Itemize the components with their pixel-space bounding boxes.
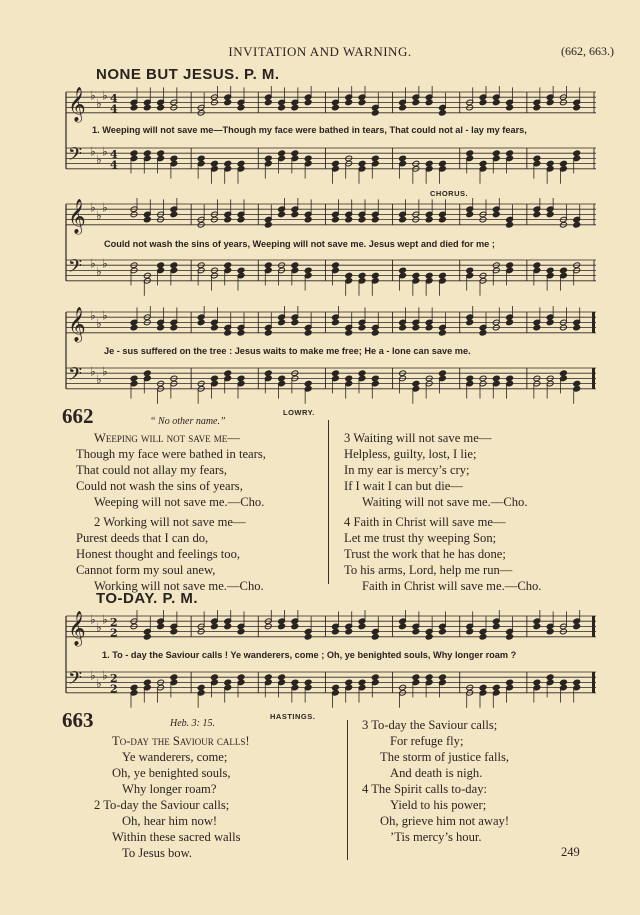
flat-icon: ♭ xyxy=(90,668,96,683)
hymn-number-range: (662, 663.) xyxy=(561,44,614,58)
page-number: 249 xyxy=(561,845,580,859)
note-head xyxy=(157,104,165,111)
tune-name-hastings: HASTINGS. xyxy=(270,712,316,721)
note-head xyxy=(224,330,232,337)
note-head xyxy=(345,330,353,337)
hymn-662-verses-left xyxy=(76,430,266,594)
note-head xyxy=(345,99,353,106)
note-head xyxy=(278,211,286,218)
flat-icon: ♭ xyxy=(96,264,102,279)
note-head xyxy=(170,324,178,331)
note-head xyxy=(492,99,500,106)
time-signature-bottom: 2 xyxy=(110,682,118,696)
note-head xyxy=(492,623,500,630)
note-head xyxy=(291,104,299,111)
note-head xyxy=(304,330,312,337)
time-signature-top: 4 xyxy=(110,147,118,161)
verse-line: Cannot form my soul anew, xyxy=(76,563,216,577)
tune-name-lowry: LOWRY. xyxy=(283,408,315,417)
note-head xyxy=(130,324,138,331)
note-head xyxy=(425,324,433,331)
note-head xyxy=(224,623,232,630)
verse-line: In my ear is mercy’s cry; xyxy=(344,463,470,477)
hymn-662-verses-right xyxy=(344,430,541,594)
note-head xyxy=(237,104,245,111)
note-head xyxy=(546,99,554,106)
note-head xyxy=(345,628,353,635)
verse-line: Waiting will not save me.—Cho. xyxy=(362,495,528,509)
flat-icon: ♭ xyxy=(90,612,96,627)
verse-line: 3 To-day the Saviour calls; xyxy=(362,718,498,732)
verse-line: Oh, grieve him not away! xyxy=(380,814,510,828)
note-head xyxy=(278,319,286,326)
flat-icon: ♭ xyxy=(90,364,96,379)
hymn-663-system-1 xyxy=(58,610,598,710)
verse-line: And death is nigh. xyxy=(390,766,483,780)
note-head xyxy=(399,216,407,223)
verse-line: 2 Working will not save me— xyxy=(94,515,246,529)
note-head xyxy=(237,216,245,223)
note-head xyxy=(332,319,340,326)
flat-icon: ♭ xyxy=(96,152,102,167)
treble-staff xyxy=(66,611,596,647)
verse-line: For refuge fly; xyxy=(390,734,464,748)
note-head xyxy=(506,634,514,641)
treble-clef-icon: 𝄞 xyxy=(68,610,86,646)
final-bar-line xyxy=(592,368,595,389)
treble-clef-icon: 𝄞 xyxy=(68,198,86,234)
note-head xyxy=(371,216,379,223)
note-head xyxy=(506,319,514,326)
time-signature-top: 4 xyxy=(110,91,118,105)
hymn-663-verses-right xyxy=(362,717,509,845)
note-head xyxy=(425,216,433,223)
note-head xyxy=(143,104,151,111)
hymn-662-system-1 xyxy=(58,86,598,186)
flat-icon: ♭ xyxy=(102,612,108,627)
flat-icon: ♭ xyxy=(96,96,102,111)
note-head xyxy=(358,99,366,106)
note-head xyxy=(439,628,447,635)
verse-line: Though my face were bathed in tears, xyxy=(76,447,266,461)
flat-icon: ♭ xyxy=(102,308,108,323)
note-head xyxy=(439,110,447,117)
verse-line: Yield to his power; xyxy=(390,798,487,812)
verse-line: Honest thought and feelings too, xyxy=(76,547,241,561)
note-head xyxy=(224,99,232,106)
verse-line: To Jesus bow. xyxy=(122,846,193,860)
bass-clef-icon: 𝄢 xyxy=(68,364,83,390)
note-head xyxy=(358,623,366,630)
verse-line: Trust the work that he has done; xyxy=(344,547,506,561)
note-head xyxy=(479,99,487,106)
note-head xyxy=(170,628,178,635)
note-head xyxy=(332,628,340,635)
note-head xyxy=(291,211,299,218)
note-head xyxy=(573,623,581,630)
note-head xyxy=(278,104,286,111)
bass-clef-icon: 𝄢 xyxy=(68,668,83,694)
note-head xyxy=(506,222,514,229)
flat-icon: ♭ xyxy=(90,308,96,323)
note-head xyxy=(399,104,407,111)
note-head xyxy=(291,623,299,630)
note-head xyxy=(425,99,433,106)
verse-line: Could not wash the sins of years, xyxy=(76,479,243,493)
verse-line: If I wait I can but die— xyxy=(344,479,463,493)
note-head xyxy=(371,110,379,117)
verse-line: Why longer roam? xyxy=(122,782,217,796)
treble-clef-icon: 𝄞 xyxy=(68,86,86,122)
note-head xyxy=(439,216,447,223)
note-head xyxy=(466,211,474,218)
note-head xyxy=(358,216,366,223)
verse-line: 4 The Spirit calls to-day: xyxy=(362,782,487,796)
note-head xyxy=(264,330,272,337)
verse-line: Weeping will not save me— xyxy=(94,431,240,445)
flat-icon: ♭ xyxy=(102,200,108,215)
verse-line: Ye wanderers, come; xyxy=(122,750,228,764)
hymn-662-note: “ No other name.” xyxy=(150,416,226,427)
verse-line: Weeping will not save me.—Cho. xyxy=(94,495,265,509)
note-head xyxy=(533,623,541,630)
note-head xyxy=(425,634,433,641)
note-head xyxy=(211,623,219,630)
verse-line: Faith in Christ will save me.—Cho. xyxy=(362,579,542,593)
verse-line: That could not allay my fears, xyxy=(76,463,228,477)
flat-icon: ♭ xyxy=(102,668,108,683)
hymn-662-system-3 xyxy=(58,306,598,410)
bass-clef-icon: 𝄢 xyxy=(68,256,83,282)
final-bar-line xyxy=(592,312,595,333)
hymn-663-lyric-line-1: 1. To - day the Saviour calls ! Ye wanderers, come ; Oh, ye benighted souls, Why longer roam ? xyxy=(102,650,517,660)
note-head xyxy=(533,324,541,331)
note-head xyxy=(278,623,286,630)
note-head xyxy=(157,623,165,630)
note-head xyxy=(264,222,272,229)
note-head xyxy=(479,634,487,641)
note-head xyxy=(412,628,420,635)
note-head xyxy=(345,216,353,223)
note-head xyxy=(546,319,554,326)
note-head xyxy=(170,211,178,218)
note-head xyxy=(291,319,299,326)
note-head xyxy=(237,330,245,337)
hymn-662-lyric-line-3: Je - sus suffered on the tree : Jesus waits to make me free; He a - lone can save me. xyxy=(104,346,471,356)
column-divider xyxy=(328,420,329,584)
hymn-663-number: 663 xyxy=(62,708,94,732)
time-signature-bottom: 4 xyxy=(110,102,118,116)
note-head xyxy=(157,324,165,331)
verse-line: Working will not save me.—Cho. xyxy=(94,579,264,593)
note-head xyxy=(332,216,340,223)
flat-icon: ♭ xyxy=(96,208,102,223)
flat-icon: ♭ xyxy=(102,256,108,271)
verse-line: Helpless, guilty, lost, I lie; xyxy=(344,447,477,461)
verse-line: The storm of justice falls, xyxy=(380,750,510,764)
verse-line: Oh, ye benighted souls, xyxy=(112,766,231,780)
final-bar-line xyxy=(592,616,595,637)
verse-line: 4 Faith in Christ will save me— xyxy=(344,515,506,529)
note-head xyxy=(371,634,379,641)
hymn-663-note: Heb. 3: 15. xyxy=(170,718,215,729)
hymn-663-verses-left xyxy=(94,733,250,861)
note-head xyxy=(143,216,151,223)
verse-line: ’Tis mercy’s hour. xyxy=(390,830,482,844)
note-head xyxy=(439,330,447,337)
flat-icon: ♭ xyxy=(102,144,108,159)
note-head xyxy=(130,104,138,111)
note-head xyxy=(573,222,581,229)
running-header: INVITATION AND WARNING. xyxy=(228,44,412,59)
note-head xyxy=(466,628,474,635)
flat-icon: ♭ xyxy=(96,316,102,331)
time-signature-bottom: 2 xyxy=(110,626,118,640)
hymn-662-lyric-line-2: Could not wash the sins of years, Weeping will not save me. Jesus wept and died for me ; xyxy=(104,239,495,249)
bass-clef-icon: 𝄢 xyxy=(68,144,83,170)
note-head xyxy=(224,216,232,223)
time-signature-top: 2 xyxy=(110,615,118,629)
treble-clef-icon: 𝄞 xyxy=(68,306,86,342)
verse-line: Within these sacred walls xyxy=(112,830,241,844)
note-head xyxy=(573,104,581,111)
verse-line: Let me trust thy weeping Son; xyxy=(344,531,497,545)
note-head xyxy=(358,324,366,331)
hymn-662-title: NONE BUT JESUS. P. M. xyxy=(96,66,280,83)
verse-line: 3 Waiting will not save me— xyxy=(344,431,492,445)
verse-line: Purest deeds that I can do, xyxy=(76,531,209,545)
note-head xyxy=(412,99,420,106)
verse-line: 2 To-day the Saviour calls; xyxy=(94,798,230,812)
note-head xyxy=(533,104,541,111)
note-head xyxy=(211,324,219,331)
verse-line: To-day the Saviour calls! xyxy=(112,734,250,748)
note-head xyxy=(237,628,245,635)
note-head xyxy=(466,319,474,326)
verse-line: Oh, hear him now! xyxy=(122,814,218,828)
hymn-662-lyric-line-1: 1. Weeping will not save me—Though my face were bathed in tears, That could not al - lay my fears, xyxy=(92,125,527,135)
flat-icon: ♭ xyxy=(96,676,102,691)
note-head xyxy=(546,628,554,635)
chorus-label: CHORUS. xyxy=(430,189,469,198)
note-head xyxy=(197,319,205,326)
hymn-663-title: TO-DAY. P. M. xyxy=(96,590,199,607)
note-head xyxy=(143,634,151,641)
note-head xyxy=(304,99,312,106)
note-head xyxy=(546,211,554,218)
note-head xyxy=(399,623,407,630)
note-head xyxy=(412,324,420,331)
flat-icon: ♭ xyxy=(96,620,102,635)
note-head xyxy=(332,104,340,111)
flat-icon: ♭ xyxy=(90,88,96,103)
time-signature-top: 2 xyxy=(110,671,118,685)
note-head xyxy=(304,634,312,641)
note-head xyxy=(479,330,487,337)
note-head xyxy=(506,104,514,111)
flat-icon: ♭ xyxy=(90,144,96,159)
flat-icon: ♭ xyxy=(90,256,96,271)
final-bar-line xyxy=(592,672,595,693)
note-head xyxy=(304,216,312,223)
time-signature-bottom: 4 xyxy=(110,158,118,172)
flat-icon: ♭ xyxy=(90,200,96,215)
note-head xyxy=(573,324,581,331)
flat-icon: ♭ xyxy=(102,364,108,379)
flat-icon: ♭ xyxy=(96,372,102,387)
note-head xyxy=(399,324,407,331)
note-head xyxy=(264,99,272,106)
note-head xyxy=(492,211,500,218)
verse-line: To his arms, Lord, help me run— xyxy=(344,563,513,577)
hymn-662-number: 662 xyxy=(62,404,94,428)
note-head xyxy=(533,211,541,218)
hymn-662-system-2 xyxy=(58,198,598,302)
flat-icon: ♭ xyxy=(102,88,108,103)
note-head xyxy=(371,330,379,337)
column-divider xyxy=(347,720,348,860)
